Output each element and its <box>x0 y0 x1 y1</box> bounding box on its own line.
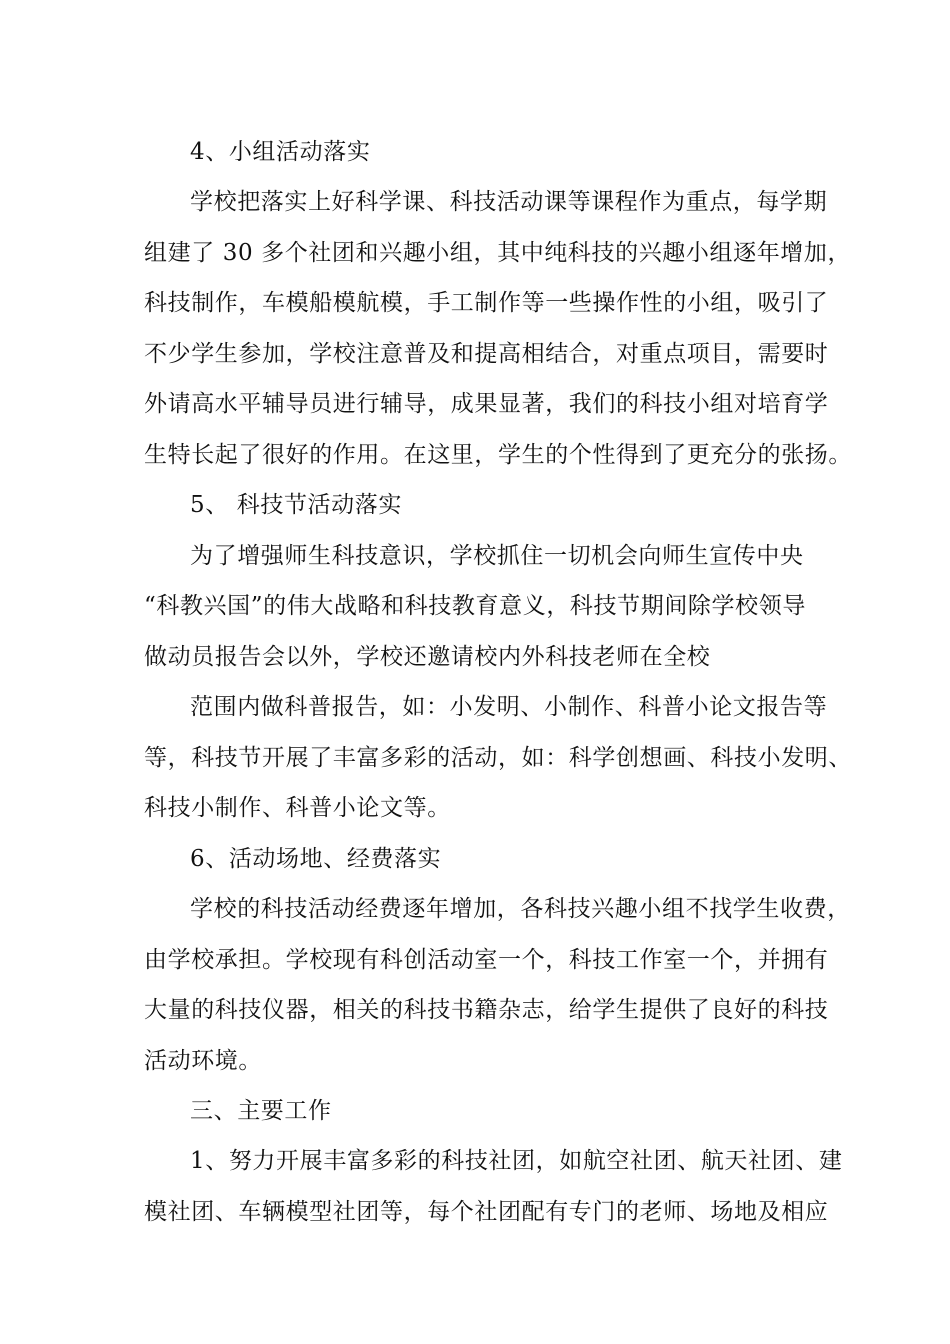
paragraph-line: 为了增强师生科技意识，学校抓住一切机会向师生宣传中央 <box>190 543 804 569</box>
paragraph-line: 等，科技节开展了丰富多彩的活动，如：科学创想画、科技小发明、 <box>144 745 852 771</box>
paragraph-line: 科技小制作、科普小论文等。 <box>144 795 451 821</box>
section-heading-main-work: 三、主要工作 <box>190 1098 332 1124</box>
paragraph-line: 由学校承担。学校现有科创活动室一个，科技工作室一个，并拥有 <box>144 947 829 973</box>
heading-group-activities: 4、小组活动落实 <box>190 139 371 165</box>
paragraph-line: 学校的科技活动经费逐年增加，各科技兴趣小组不找学生收费， <box>190 896 851 922</box>
paragraph-line: 做动员报告会以外，学校还邀请校内外科技老师在全校 <box>144 644 711 670</box>
paragraph-line: 生特长起了很好的作用。在这里，学生的个性得到了更充分的张扬。 <box>144 442 852 468</box>
paragraph-line: 科技制作，车模船模航模，手工制作等一些操作性的小组，吸引了 <box>144 290 829 316</box>
paragraph-line: 组建了 30 多个社团和兴趣小组，其中纯科技的兴趣小组逐年增加， <box>144 240 852 266</box>
paragraph-line: “科教兴国”的伟大战略和科技教育意义，科技节期间除学校领导 <box>144 593 806 619</box>
paragraph-line: 范围内做科普报告，如：小发明、小制作、科普小论文报告等 <box>190 694 828 720</box>
heading-venue-funding: 6、活动场地、经费落实 <box>190 846 442 872</box>
paragraph-line: 活动环境。 <box>144 1048 262 1074</box>
paragraph-line: 1、努力开展丰富多彩的科技社团，如航空社团、航天社团、建 <box>190 1148 843 1174</box>
paragraph-line: 大量的科技仪器，相关的科技书籍杂志，给学生提供了良好的科技 <box>144 997 829 1023</box>
paragraph-line: 模社团、车辆模型社团等，每个社团配有专门的老师、场地及相应 <box>144 1199 829 1225</box>
heading-tech-festival: 5、 科技节活动落实 <box>190 492 402 518</box>
paragraph-line: 学校把落实上好科学课、科技活动课等课程作为重点，每学期 <box>190 189 828 215</box>
paragraph-line: 不少学生参加，学校注意普及和提高相结合，对重点项目，需要时 <box>144 341 829 367</box>
paragraph-line: 外请高水平辅导员进行辅导，成果显著，我们的科技小组对培育学 <box>144 391 829 417</box>
